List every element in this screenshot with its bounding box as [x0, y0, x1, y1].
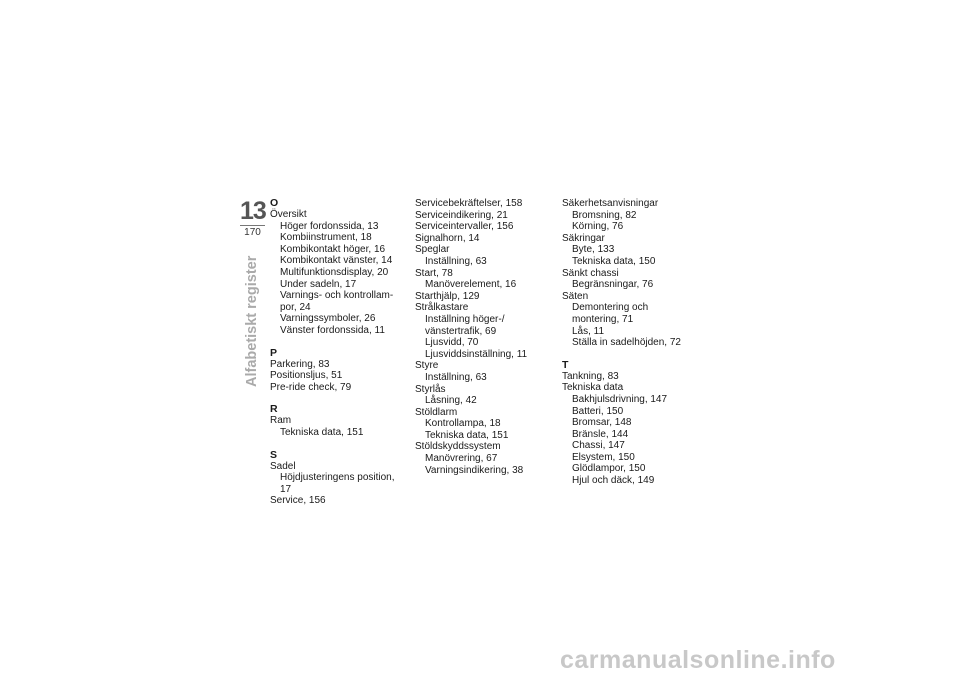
index-subentry: Bakhjulsdrivning, 147: [572, 393, 668, 405]
index-subentry: Manöverelement, 16: [425, 279, 517, 291]
side-title: Alfabetiskt register: [244, 255, 260, 387]
index-entry: Positionsljus, 51: [270, 370, 343, 382]
index-subentry: Inställning, 63: [425, 371, 487, 383]
index-subentry: Ställa in sadelhöjden, 72: [572, 337, 681, 349]
index-letter-heading: O: [270, 197, 279, 209]
index-entry: Pre-ride check, 79: [270, 381, 352, 393]
page-number: 170: [244, 227, 261, 238]
index-entry: Stöldlarm: [415, 406, 458, 418]
index-subentry: Tekniska data, 151: [425, 429, 509, 441]
index-letter-heading: S: [270, 448, 278, 461]
index-entry: Strålkastare: [415, 302, 469, 314]
index-entry: Stöldskyddssystem: [415, 441, 501, 453]
index-letter-heading: P: [270, 346, 278, 359]
index-entry: Serviceindikering, 21: [415, 209, 508, 221]
index-entry: Service, 156: [270, 495, 326, 507]
index-subentry: Kontrollampa, 18: [425, 418, 501, 430]
index-subentry: Batteri, 150: [572, 405, 624, 417]
index-subentry: Varningsindikering, 38: [425, 464, 524, 476]
index-entry: Signalhorn, 14: [415, 232, 480, 244]
index-letter-heading: T: [562, 358, 569, 371]
index-subentry: Körning, 76: [572, 221, 624, 233]
index-column-3: [562, 198, 694, 487]
index-entry: Speglar: [415, 244, 450, 256]
index-entry: Säten: [562, 290, 589, 302]
index-subentry: Höjdjusteringens position, 17: [280, 472, 395, 495]
index-subentry: Bromsning, 82: [572, 209, 637, 221]
index-subentry: Kombiinstrument, 18: [280, 232, 372, 244]
index-subentry: Tekniska data, 150: [572, 255, 656, 267]
index-subentry: Kombikontakt höger, 16: [280, 243, 386, 255]
index-entry: Servicebekräftelser, 158: [415, 198, 523, 209]
index-entry: Ram: [270, 415, 292, 427]
index-subentry: Inställning, 63: [425, 255, 487, 267]
index-subentry: Tekniska data, 151: [280, 426, 364, 438]
index-subentry: Chassi, 147: [572, 440, 625, 452]
index-subentry: Hjul och däck, 149: [572, 475, 655, 487]
index-entry: Tekniska data: [562, 382, 624, 394]
index-subentry: por, 24: [280, 301, 311, 313]
index-subentry: Glödlampor, 150: [572, 463, 646, 475]
index-entry: Serviceintervaller, 156: [415, 221, 514, 233]
index-subentry: Elsystem, 150: [572, 451, 635, 463]
index-subentry: Låsning, 42: [425, 395, 477, 407]
index-entry: Tankning, 83: [562, 370, 619, 382]
index-subentry: Under sadeln, 17: [280, 278, 357, 290]
index-letter-heading: R: [270, 403, 278, 416]
index-subentry: Ljusviddsinställning, 11: [425, 348, 528, 360]
index-entry: Starthjälp, 129: [415, 290, 480, 302]
index-subentry: Lås, 11: [572, 325, 605, 337]
index-entry: Styre: [415, 360, 439, 372]
index-subentry: Bränsle, 144: [572, 428, 629, 440]
index-subentry: Varnings- och kontrollam-: [280, 290, 394, 302]
index-subentry: Multifunktionsdisplay, 20: [280, 266, 389, 278]
index-subentry: Varningssymboler, 26: [280, 313, 376, 325]
index-subentry: Bromsar, 148: [572, 417, 632, 429]
index-subentry: vänstertrafik, 69: [425, 325, 497, 337]
index-entry: Sadel: [270, 460, 296, 472]
index-entry: Säkringar: [562, 232, 605, 244]
index-subentry: Ljusvidd, 70: [425, 337, 479, 349]
watermark: carmanualsonline.info: [560, 646, 836, 674]
index-entry: Start, 78: [415, 267, 453, 279]
index-entry: Säkerhetsanvisningar: [562, 198, 659, 209]
index-subentry: Inställning höger-/: [425, 313, 505, 325]
index-column-1: [270, 198, 402, 507]
index-subentry: Begränsningar, 76: [572, 279, 654, 291]
index-column-2: [415, 198, 547, 476]
index-entry: Sänkt chassi: [562, 267, 619, 279]
index-subentry: montering, 71: [572, 313, 634, 325]
index-subentry: Demontering och: [572, 302, 649, 314]
index-entry: Parkering, 83: [270, 358, 330, 370]
chapter-number: 13: [240, 197, 266, 225]
chapter-divider: [240, 225, 265, 226]
index-subentry: Kombikontakt vänster, 14: [280, 255, 393, 267]
index-entry: Översikt: [270, 209, 307, 220]
index-subentry: Manövrering, 67: [425, 453, 498, 465]
index-subentry: Byte, 133: [572, 244, 615, 256]
chapter-tab: [240, 199, 265, 239]
index-subentry: Höger fordonssida, 13: [280, 220, 379, 232]
index-entry: Styrlås: [415, 383, 446, 395]
index-subentry: Vänster fordonssida, 11: [280, 324, 385, 336]
